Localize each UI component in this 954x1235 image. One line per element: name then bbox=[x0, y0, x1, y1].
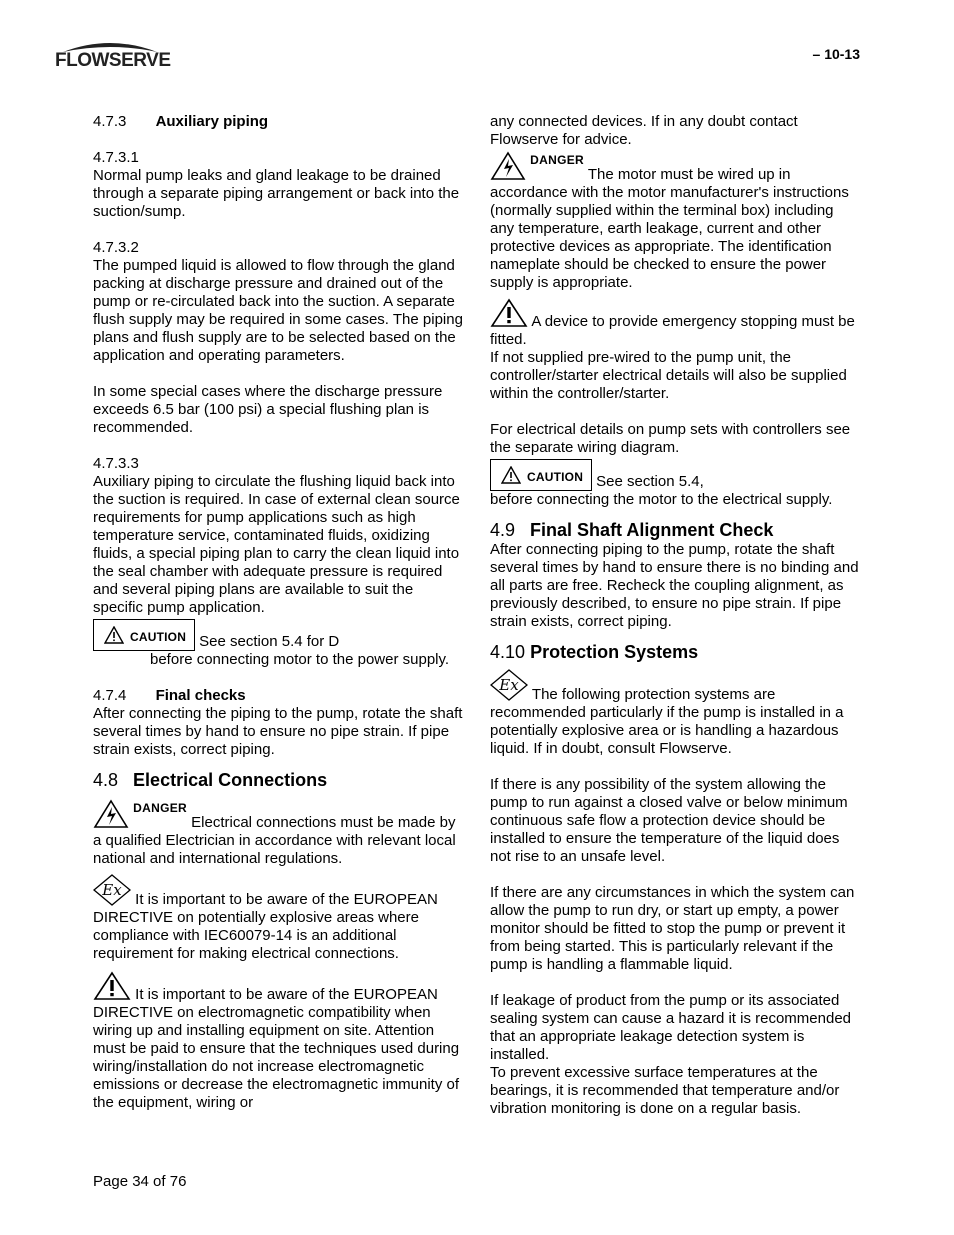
left-column bbox=[93, 113, 463, 1112]
explosion-ex-icon bbox=[490, 669, 528, 701]
danger-label: DANGER bbox=[530, 153, 584, 167]
ex-note-right bbox=[490, 669, 860, 758]
doc-code: – 10-13 bbox=[812, 46, 860, 62]
section-4-7-3-1-text: Normal pump leaks and gland leakage to be drained through a separate piping arrangement or back into the suction/sump. bbox=[93, 167, 460, 220]
warning-triangle-icon bbox=[490, 298, 528, 328]
danger-note-right bbox=[490, 151, 860, 292]
caution-note-1-text: See section 5.4 for D bbox=[199, 633, 340, 650]
section-4-9-heading bbox=[490, 519, 860, 541]
section-title: Protection Systems bbox=[530, 642, 699, 662]
caution-note-2-text-2: before connecting the motor to the electrical supply. bbox=[490, 491, 833, 508]
section-4-10-text-2: If there is any possibility of the system allowing the pump to run against a closed valve or below minimum continuous safe flow a protection device should be installed to ensure the temperature of the liquid does not rise to an unsafe level. bbox=[490, 776, 848, 865]
section-4-7-3-1-number: 4.7.3.1 bbox=[93, 149, 139, 166]
warning-note-text: A device to provide emergency stopping must be fitted. bbox=[490, 313, 855, 348]
electrical-details-text: For electrical details on pump sets with controllers see the separate wiring diagram. bbox=[490, 421, 851, 456]
electrical-hazard-icon bbox=[93, 799, 129, 829]
section-4-7-3-2-number: 4.7.3.2 bbox=[93, 239, 139, 256]
caution-note-1 bbox=[93, 619, 463, 651]
section-4-7-4-heading bbox=[93, 687, 463, 705]
section-4-7-3-2-text-2: In some special cases where the discharge pressure exceeds 6.5 bar (100 psi) a special flushing plan is recommended. bbox=[93, 383, 443, 436]
section-4-10-text-4: If leakage of product from the pump or its associated sealing system can cause a hazard it is recommended that an appropriate leakage detection system is installed. bbox=[490, 992, 852, 1063]
section-4-7-4-text: After connecting the piping to the pump, rotate the shaft several times by hand to ensure no pipe strain. If pipe strain exists, correct piping. bbox=[93, 705, 463, 758]
section-4-9-text: After connecting piping to the pump, rotate the shaft several times by hand to ensure there is no binding and all parts are free. Recheck the coupling alignment, as previously described, to ensure no pipe strain. If pipe strain exists, correct piping. bbox=[490, 541, 859, 630]
ex-note-text: It is important to be aware of the EUROPEAN DIRECTIVE on potentially explosive areas where compliance with IEC60079-14 is an additional requirement for making electrical connections. bbox=[93, 891, 438, 962]
caution-note-2-text: See section 5.4, bbox=[596, 473, 704, 490]
danger-note-text: The motor must be wired up in accordance with the motor manufacturer's instructions (normally supplied within the terminal box) including any temperature, earth leakage, current and other protective devices as appropriate. The identification nameplate should be checked to ensure the power supply is appropriate. bbox=[490, 166, 849, 291]
explosion-ex-icon bbox=[93, 874, 131, 906]
svg-text:Ex: Ex bbox=[499, 676, 519, 694]
section-4-7-3-2-text: The pumped liquid is allowed to flow through the gland packing at discharge pressure and drained out of the pump or re-circulated back into the suction. A separate flush supply may be required in some cases. The piping plans and flush supply are to be selected based on the application and operating parameters. bbox=[93, 257, 463, 364]
danger-note-text: Electrical connections must be made by a qualified Electrician in accordance with relevant local national and international regulations. bbox=[93, 814, 456, 867]
section-title: Final Shaft Alignment Check bbox=[530, 520, 774, 540]
electrical-hazard-icon bbox=[490, 151, 526, 181]
caution-note-2 bbox=[490, 459, 860, 491]
section-4-8-heading bbox=[93, 769, 463, 791]
section-4-10-text-5: To prevent excessive surface temperatures at the bearings, it is recommended that temperature and/or vibration monitoring is done on a regular basis. bbox=[490, 1064, 840, 1117]
warning-note-text: It is important to be aware of the EUROPEAN DIRECTIVE on electromagnetic compatibility when wiring up and installing equipment on site. Attention must be paid to ensure that the techniques used during wiring/installation do not increase electromagnetic emissions or decrease the electromagnetic immunity of the equipment, wiring or bbox=[93, 986, 460, 1111]
warning-triangle-icon bbox=[501, 466, 521, 484]
caution-label: CAUTION bbox=[527, 470, 584, 484]
flowserve-logo bbox=[55, 38, 171, 86]
caution-label: CAUTION bbox=[130, 630, 187, 644]
page-number: Page 34 of 76 bbox=[93, 1173, 187, 1190]
section-title: Electrical Connections bbox=[133, 770, 328, 790]
ex-note-left bbox=[93, 874, 463, 963]
warning-triangle-icon bbox=[104, 626, 124, 644]
caution-note-1-text-2: before connecting motor to the power supply. bbox=[150, 651, 450, 668]
warning-note-left bbox=[93, 971, 463, 1112]
section-number: 4.8 bbox=[93, 770, 119, 790]
section-number: 4.9 bbox=[490, 520, 516, 540]
warning-note-right bbox=[490, 298, 860, 349]
warning-triangle-icon bbox=[93, 971, 131, 1001]
section-number: 4.7.3 bbox=[93, 113, 127, 130]
logo-text: FLOWSERVE bbox=[55, 50, 171, 71]
section-4-10-heading bbox=[490, 641, 860, 663]
continued-text: any connected devices. If in any doubt contact Flowserve for advice. bbox=[490, 113, 798, 148]
danger-note-left bbox=[93, 799, 463, 868]
warning-note-text-2: If not supplied pre-wired to the pump unit, the controller/starter electrical details will also be supplied within the controller/starter. bbox=[490, 349, 847, 402]
caution-label-box bbox=[93, 619, 195, 651]
ex-note-text: The following protection systems are recommended particularly if the pump is installed in a potentially explosive area or is handling a hazardous liquid. If in doubt, consult Flowserve. bbox=[490, 686, 844, 757]
section-4-7-3-heading bbox=[93, 113, 463, 131]
right-column bbox=[490, 113, 860, 1118]
section-4-10-text-3: If there are any circumstances in which the system can allow the pump to run dry, or start up empty, a power monitor should be fitted to stop the pump or prevent it from being started. This is particularly relevant if the pump is handling a flammable liquid. bbox=[490, 884, 855, 973]
section-number: 4.10 bbox=[490, 642, 526, 662]
section-title: Final checks bbox=[155, 687, 246, 704]
section-number: 4.7.4 bbox=[93, 687, 127, 704]
danger-label: DANGER bbox=[133, 801, 187, 815]
caution-label-box bbox=[490, 459, 592, 491]
section-4-7-3-3-number: 4.7.3.3 bbox=[93, 455, 139, 472]
section-title: Auxiliary piping bbox=[155, 113, 269, 130]
svg-text:Ex: Ex bbox=[102, 881, 122, 899]
section-4-7-3-3-text: Auxiliary piping to circulate the flushing liquid back into the suction is required. In case of external clean source requirements for pump applications such as high temperature service, contaminated fluids, oxidizing fluids, a special piping plan to carry the clean liquid into the seal chamber with adequate pressure is required and several piping plans are available to suit the specific pump application. bbox=[93, 473, 460, 616]
